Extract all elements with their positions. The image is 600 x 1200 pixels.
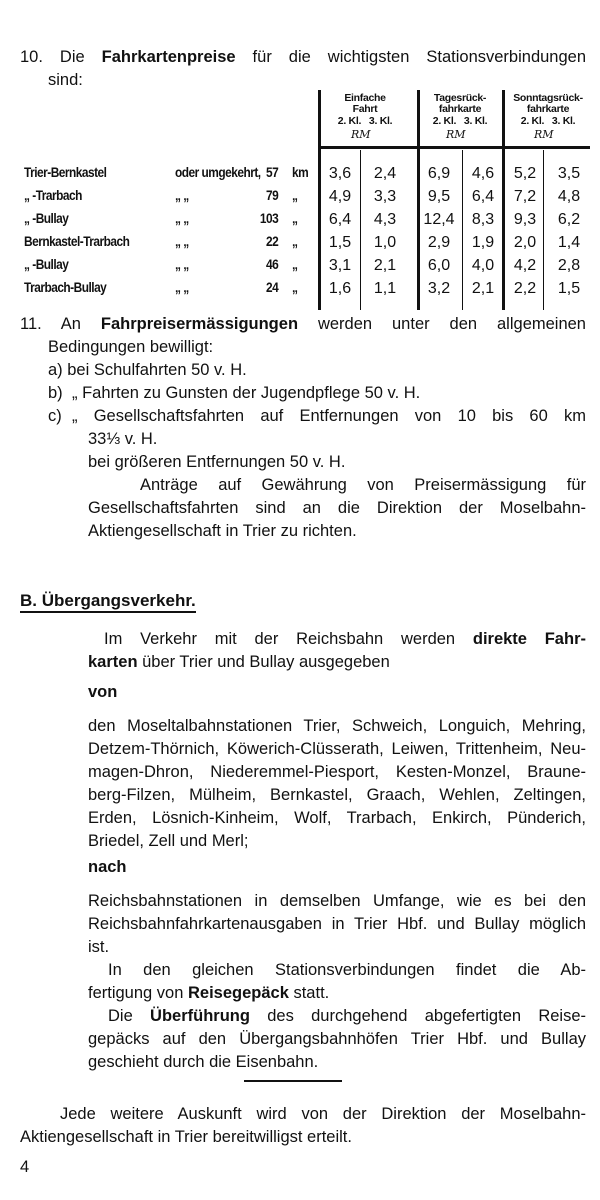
- emphasis: Fahrkartenpreise: [101, 48, 236, 66]
- fare-value: 2,4: [373, 165, 397, 182]
- fare-value: 12,4: [423, 211, 455, 228]
- distance-km: 22: [266, 233, 279, 249]
- route-name: „ -Bullay: [24, 210, 69, 226]
- route-note: „ „: [175, 233, 189, 249]
- fare-value: 1,0: [373, 234, 397, 251]
- column-group-header: Einfache Fahrt: [344, 92, 386, 115]
- fare-value: 6,4: [328, 211, 352, 228]
- fare-value: 7,2: [513, 188, 537, 205]
- fare-value: 6,2: [557, 211, 581, 228]
- fare-value: 4,2: [513, 257, 537, 274]
- section-b-body: Reichsbahnstationen in demselben Umfange, wie es bei den Reichsbahnfahrkartenausgaben in Trier Hbf. und Bullay möglich ist. In den gleichen Stationsverbindungen findet die Ab- fertigung von Reisegepäck statt. Die Überführung des durchgehend abgefertigten Reise- gepäcks auf den Übergangsbahnhöfen Trier Hbf. und Bullay geschieht durch die Eisenbahn.: [88, 892, 587, 1071]
- fare-value: 3,5: [557, 165, 581, 182]
- fare-value: 6,4: [471, 188, 495, 205]
- column-group-header: Tagesrück- fahrkarte: [433, 92, 487, 115]
- distance-unit: „: [292, 256, 298, 272]
- fare-value: 4,8: [557, 188, 581, 205]
- distance-unit: „: [292, 210, 298, 226]
- route-name: Trarbach-Bullay: [24, 279, 107, 295]
- fare-value: 1,5: [557, 280, 581, 297]
- route-note: oder umgekehrt,: [175, 164, 261, 180]
- fare-value: 1,9: [471, 234, 495, 251]
- distance-km: 79: [266, 187, 279, 203]
- class-subheader: 2. Kl. 3. Kl.: [520, 115, 576, 127]
- section-b-heading: B. Übergangsverkehr.: [20, 589, 196, 613]
- route-name: „ -Bullay: [24, 256, 69, 272]
- fare-value: 1,6: [328, 280, 352, 297]
- fare-value: 2,2: [513, 280, 537, 297]
- distance-unit: km: [292, 164, 309, 180]
- distance-unit: „: [292, 187, 298, 203]
- section-b-von: von den Moseltalbahnstationen Trier, Schweich, Longuich, Mehring, Detzem-Thörnich, Köwerich-Clüsserath, Leiwen, Trittenheim, Neu- magen-Dhron, Niederemmel-Piesport, Kesten-Monzel, Braune- berg-Filzen, Mülheim, Bernkastel, Graach, Wehlen, Zeltingen, Erden, Lösnich-Kinheim, Wolf, Trarbach, Enkirch, Pünderich, Briedel, Zell und Merl;: [88, 683, 586, 850]
- distance-km: 24: [266, 279, 279, 295]
- route-note: „ „: [175, 187, 189, 203]
- fare-value: 2,9: [427, 234, 451, 251]
- fare-value: 1,4: [557, 234, 581, 251]
- fare-value: 3,1: [328, 257, 352, 274]
- section-11: 11. An Fahrpreisermässigungen werden unter den allgemeinen Bedingungen bewilligt: a) bei Schulfahrten 50 v. H. b) „ Fahrten zu Gunsten der Jugendpflege 50 v. H. c) „ Gesellschaftsfahrten auf Entfernungen von 10 bis 60 km 33⅓ v. H. bei größeren Entfernungen 50 v. H. Anträge auf Gewährung von Preisermässigung für Gesellschaftsfahrten sind an die Direktion der Moselbahn- Aktiengesellschaft in Trier zu richten.: [20, 315, 586, 540]
- route-name: „ -Trarbach: [24, 187, 82, 203]
- fare-table: [0, 0, 600, 340]
- route-name: Bernkastel-Trarbach: [24, 233, 130, 249]
- fare-value: 4,9: [328, 188, 352, 205]
- fare-value: 2,8: [557, 257, 581, 274]
- route-note: „ „: [175, 256, 189, 272]
- currency-unit: RM: [351, 128, 371, 141]
- fare-value: 3,3: [373, 188, 397, 205]
- currency-unit: RM: [446, 128, 466, 141]
- fare-value: 4,6: [471, 165, 495, 182]
- currency-unit: RM: [534, 128, 554, 141]
- fare-value: 6,0: [427, 257, 451, 274]
- distance-km: 57: [266, 164, 279, 180]
- section-number: 10.: [20, 48, 43, 66]
- divider-rule: [244, 1080, 342, 1082]
- header-rule: [320, 146, 590, 149]
- fare-value: 4,3: [373, 211, 397, 228]
- route-name: Trier-Bernkastel: [24, 164, 107, 180]
- distance-unit: „: [292, 233, 298, 249]
- section-10: 10. Die Fahrkartenpreise für die wichtigsten Stationsverbindungen sind:: [20, 48, 587, 89]
- route-note: „ „: [175, 210, 189, 226]
- route-note: „ „: [175, 279, 189, 295]
- distance-km: 46: [266, 256, 279, 272]
- fare-value: 9,3: [513, 211, 537, 228]
- fare-value: 3,2: [427, 280, 451, 297]
- class-subheader: 2. Kl. 3. Kl.: [432, 115, 488, 127]
- page-number: 4: [20, 1158, 30, 1176]
- fare-value: 5,2: [513, 165, 537, 182]
- fare-value: 4,0: [471, 257, 495, 274]
- distance-km: 103: [259, 210, 279, 226]
- section-b-intro: Im Verkehr mit der Reichsbahn werden direkte Fahr- karten über Trier und Bullay ausgegeben: [88, 630, 586, 671]
- fare-value: 2,0: [513, 234, 537, 251]
- distance-unit: „: [292, 279, 298, 295]
- section-b-nach: nach: [88, 858, 127, 876]
- footer-note: Jede weitere Auskunft wird von der Direktion der Moselbahn- Aktiengesellschaft in Trier bereitwilligst erteilt.: [20, 1105, 586, 1146]
- class-subheader: 2. Kl. 3. Kl.: [337, 115, 393, 127]
- fare-value: 8,3: [471, 211, 495, 228]
- fare-value: 1,1: [373, 280, 397, 297]
- fare-value: 2,1: [471, 280, 495, 297]
- fare-value: 3,6: [328, 165, 352, 182]
- fare-value: 1,5: [328, 234, 352, 251]
- fare-value: 2,1: [373, 257, 397, 274]
- column-group-header: Sonntagsrück- fahrkarte: [513, 92, 583, 115]
- fare-value: 6,9: [427, 165, 451, 182]
- fare-value: 9,5: [427, 188, 451, 205]
